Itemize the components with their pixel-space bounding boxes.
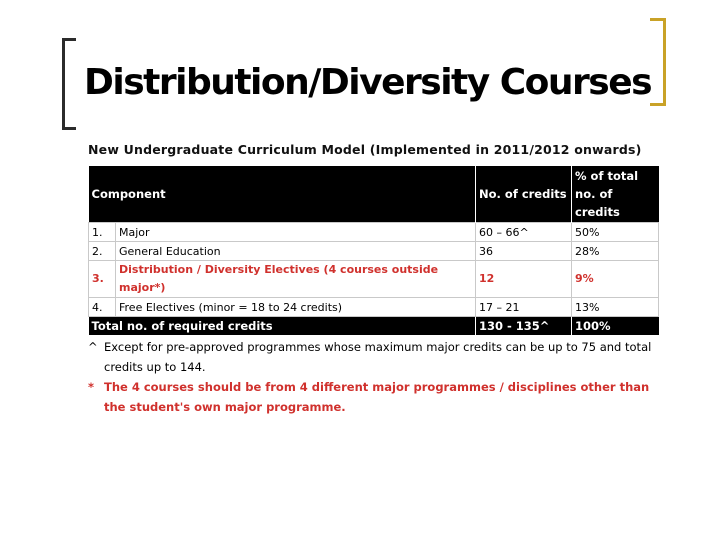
left-bracket-decoration [62,38,76,130]
total-label: Total no. of required credits [89,317,476,336]
curriculum-table [88,166,659,335]
row-percent: 28% [572,242,659,261]
footnote-mark: ^ [88,340,98,354]
row-number: 2. [89,242,116,261]
row-percent: 13% [572,298,659,317]
total-percent: 100% [572,317,659,336]
table-row [89,223,659,242]
header-component: Component [89,166,476,223]
table-header-row [89,166,659,223]
footnote-mark: * [88,380,95,394]
row-number: 4. [89,298,116,317]
footnote-text: The 4 courses should be from 4 different major programmes / disciplines other than the student's own major programme. [104,380,650,414]
slide-title: Distribution/Diversity Courses [84,62,652,103]
footnote-text: Except for pre-approved programmes whose maximum major credits can be up to 75 and total credits up to 144. [104,340,652,374]
row-credits: 60 – 66^ [476,223,572,242]
row-component: Distribution / Diversity Electives (4 courses outside major*) [116,261,476,298]
table-row-highlighted [89,261,659,298]
table-subtitle: New Undergraduate Curriculum Model (Implemented in 2011/2012 onwards) [88,142,642,157]
header-percent: % of total no. of credits [572,166,659,223]
footnote-caret [88,337,658,377]
row-credits: 36 [476,242,572,261]
table-row [89,298,659,317]
row-credits: 12 [476,261,572,298]
row-credits: 17 – 21 [476,298,572,317]
header-credits: No. of credits [476,166,572,223]
row-percent: 50% [572,223,659,242]
total-credits: 130 - 135^ [476,317,572,336]
row-component: General Education [116,242,476,261]
table-total-row [89,317,659,336]
footnote-asterisk [88,377,658,417]
right-bracket-decoration [650,18,666,106]
row-number: 1. [89,223,116,242]
row-percent: 9% [572,261,659,298]
table-row [89,242,659,261]
slide-content [88,140,658,417]
row-component: Free Electives (minor = 18 to 24 credits) [116,298,476,317]
row-number: 3. [89,261,116,298]
footnotes [88,337,658,417]
row-component: Major [116,223,476,242]
